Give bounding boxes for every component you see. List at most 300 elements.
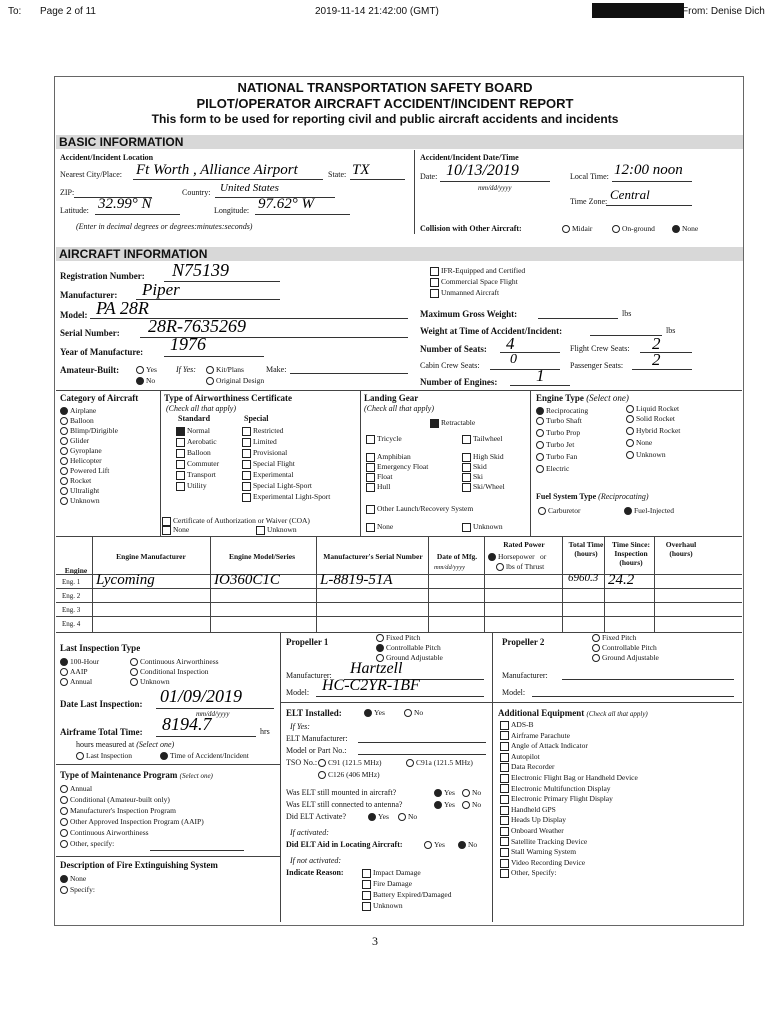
radio-filled-icon bbox=[60, 875, 68, 883]
insp-annual[interactable]: Annual bbox=[60, 677, 92, 686]
radio-filled-icon bbox=[672, 225, 680, 233]
radio-filled-icon bbox=[434, 801, 442, 809]
elt-yes[interactable]: Yes bbox=[364, 708, 385, 717]
engine-insp-value[interactable]: 24.2 bbox=[608, 572, 635, 588]
special-option[interactable] bbox=[242, 437, 277, 447]
radio-icon bbox=[60, 477, 68, 485]
radio-icon bbox=[60, 818, 68, 826]
equipment-option[interactable] bbox=[500, 731, 570, 741]
amateur-kit[interactable]: Kit/Plans bbox=[206, 365, 244, 374]
checkbox-icon bbox=[500, 816, 509, 825]
special-option[interactable] bbox=[242, 481, 312, 491]
engine-col-divider bbox=[428, 536, 429, 632]
equipment-option-label: Other, Specify: bbox=[511, 868, 557, 878]
equipment-option[interactable] bbox=[500, 720, 534, 730]
elt-tso-label: TSO No.: bbox=[286, 758, 318, 767]
checkbox-icon bbox=[366, 473, 375, 482]
maintenance-option-label: Continuous Airworthiness bbox=[70, 828, 149, 837]
model-label: Model: bbox=[60, 310, 88, 320]
engine-col-divider bbox=[316, 536, 317, 632]
checkbox-icon bbox=[462, 523, 471, 532]
gear-option-label: None bbox=[377, 522, 394, 531]
checkbox-icon bbox=[242, 449, 251, 458]
gear-option[interactable] bbox=[462, 452, 504, 462]
engine-type-option[interactable] bbox=[626, 404, 679, 413]
form-title-3: This form to be used for reporting civil and public aircraft accidents and incidents bbox=[151, 112, 619, 126]
registration-label: Registration Number: bbox=[60, 271, 145, 281]
engine-type-option[interactable] bbox=[626, 426, 680, 435]
country-value[interactable]: United States bbox=[220, 182, 279, 194]
checkbox-icon bbox=[500, 795, 509, 804]
engine-table-header: Date of Mfg. bbox=[436, 552, 478, 561]
seats-value[interactable]: 4 bbox=[506, 334, 515, 353]
prop1-fixed[interactable]: Fixed Pitch bbox=[376, 633, 420, 642]
state-value[interactable]: TX bbox=[352, 162, 370, 178]
fax-page: Page 2 of 11 bbox=[40, 6, 96, 17]
registration-line bbox=[164, 281, 280, 282]
model-line bbox=[90, 318, 408, 319]
airframe-hrs: hrs bbox=[260, 727, 270, 736]
insp-conditional[interactable]: Conditional Inspection bbox=[130, 667, 209, 676]
checkbox-icon bbox=[500, 753, 509, 762]
last-insp-date-value[interactable]: 01/09/2019 bbox=[160, 686, 243, 706]
engine-mfr-value[interactable]: Lycoming bbox=[96, 572, 155, 588]
fuel-title: Fuel System Type (Reciprocating) bbox=[536, 492, 649, 501]
passenger-line bbox=[632, 369, 692, 370]
date-label: Date: bbox=[420, 172, 438, 181]
special-option-label: Special Light-Sport bbox=[253, 481, 312, 490]
equipment-option[interactable] bbox=[500, 773, 638, 783]
engine-type-option[interactable] bbox=[536, 428, 580, 437]
engine-type-option[interactable] bbox=[536, 464, 569, 473]
category-option-label: Airplane bbox=[70, 406, 97, 415]
seats-line bbox=[500, 352, 560, 353]
prop1-mfr-value[interactable]: Hartzell bbox=[350, 660, 403, 677]
checkbox-icon bbox=[462, 473, 471, 482]
checkbox-icon bbox=[242, 482, 251, 491]
radio-icon bbox=[626, 415, 634, 423]
passenger-value[interactable]: 2 bbox=[652, 350, 661, 369]
fuel-injected[interactable]: Fuel-Injected bbox=[624, 506, 674, 515]
equipment-option[interactable] bbox=[500, 752, 540, 762]
gear-option[interactable] bbox=[366, 504, 473, 514]
insp-100-hour[interactable]: 100-Hour bbox=[60, 657, 99, 666]
fire-none[interactable]: None bbox=[60, 874, 86, 883]
category-option-label: Powered Lift bbox=[70, 466, 110, 475]
elt-locating-yes[interactable]: Yes bbox=[424, 840, 445, 849]
gear-option[interactable] bbox=[366, 472, 392, 482]
radio-filled-icon bbox=[60, 658, 68, 666]
basic-divider bbox=[414, 150, 415, 234]
date-format: mm/dd/yyyy bbox=[478, 184, 512, 192]
checkbox-icon bbox=[366, 523, 375, 532]
engine-col-divider bbox=[484, 536, 485, 632]
category-option[interactable] bbox=[60, 456, 102, 465]
maintenance-option-label: Other Approved Inspection Program (AAIP) bbox=[70, 817, 204, 826]
timezone-line bbox=[606, 205, 692, 206]
elt-locating-no[interactable]: No bbox=[458, 840, 477, 849]
airframe-value[interactable]: 8194.7 bbox=[162, 714, 212, 734]
timezone-label: Time Zone: bbox=[570, 197, 608, 206]
gear-option[interactable] bbox=[462, 522, 503, 532]
local-time-label: Local Time: bbox=[570, 172, 609, 181]
amateur-original[interactable]: Original Design bbox=[206, 376, 264, 385]
year-value[interactable]: 1976 bbox=[170, 334, 206, 354]
elt-connected-yes[interactable]: Yes bbox=[434, 800, 455, 809]
checkbox-icon bbox=[366, 435, 375, 444]
engine-type-option-label: Turbo Shaft bbox=[546, 416, 582, 425]
category-option[interactable] bbox=[60, 496, 100, 505]
checkbox-icon bbox=[362, 880, 371, 889]
fire-specify[interactable]: Specify: bbox=[60, 885, 95, 894]
radio-icon bbox=[60, 829, 68, 837]
prop2-mfr-label: Manufacturer: bbox=[502, 671, 548, 680]
gear-option[interactable] bbox=[366, 462, 428, 472]
engine-type-option-label: None bbox=[636, 438, 653, 447]
equipment-option-label: Electronic Primary Flight Display bbox=[511, 794, 613, 804]
standard-option[interactable] bbox=[176, 426, 210, 436]
radio-icon bbox=[60, 417, 68, 425]
engine-table-header: Manufacturer's Serial Number bbox=[323, 552, 423, 561]
timezone-value[interactable]: Central bbox=[610, 187, 650, 202]
category-title: Category of Aircraft bbox=[60, 393, 139, 403]
amateur-no[interactable]: No bbox=[136, 376, 155, 385]
gear-option-label: Amphibian bbox=[377, 452, 411, 461]
equipment-option[interactable] bbox=[500, 868, 557, 878]
radio-icon bbox=[626, 427, 634, 435]
engine-type-option[interactable] bbox=[626, 450, 666, 459]
engine-type-option-label: Hybrid Rocket bbox=[636, 426, 681, 435]
city-value[interactable]: Ft Worth , Alliance Airport bbox=[136, 162, 298, 178]
gear-option[interactable] bbox=[462, 482, 505, 492]
radio-filled-icon bbox=[434, 789, 442, 797]
local-time-value[interactable]: 12:00 noon bbox=[614, 162, 683, 178]
radio-icon bbox=[592, 654, 600, 662]
date-value[interactable]: 10/13/2019 bbox=[446, 162, 519, 179]
fire-title: Description of Fire Extinguishing System bbox=[60, 860, 218, 870]
gear-option-label: Tricycle bbox=[377, 434, 402, 443]
coordinate-note: (Enter in decimal degrees or degrees:minutes:seconds) bbox=[76, 222, 253, 231]
equipment-option[interactable] bbox=[500, 837, 587, 847]
prop2-ground[interactable]: Ground Adjustable bbox=[592, 653, 659, 662]
category-option[interactable] bbox=[60, 446, 102, 455]
checkbox-icon bbox=[242, 493, 251, 502]
checkbox-icon bbox=[176, 482, 185, 491]
standard-option-label: Normal bbox=[187, 426, 210, 435]
category-option[interactable] bbox=[60, 466, 109, 475]
equipment-option[interactable] bbox=[500, 794, 613, 804]
engine-type-option-label: Electric bbox=[546, 464, 570, 473]
passenger-label: Passenger Seats: bbox=[570, 361, 624, 370]
ifr-checkbox[interactable]: IFR-Equipped and Certified bbox=[430, 266, 525, 276]
maintenance-option[interactable] bbox=[60, 828, 149, 837]
radio-icon bbox=[60, 796, 68, 804]
equipment-option-label: Satellite Tracking Device bbox=[511, 836, 588, 846]
section-basic-info: BASIC INFORMATION bbox=[56, 135, 743, 149]
special-option[interactable] bbox=[242, 426, 283, 436]
gear-option[interactable] bbox=[462, 462, 487, 472]
last-insp-date-format: mm/dd/yyyy bbox=[196, 710, 230, 718]
gear-option-label: Other Launch/Recovery System bbox=[377, 504, 474, 513]
radio-icon bbox=[626, 439, 634, 447]
engine-row-rule bbox=[56, 602, 742, 603]
flight-crew-line bbox=[640, 352, 692, 353]
checkbox-icon bbox=[500, 859, 509, 868]
state-line bbox=[350, 179, 405, 180]
weight-label: Weight at Time of Accident/Incident: bbox=[420, 326, 563, 336]
standard-option[interactable] bbox=[176, 470, 216, 480]
maintenance-option-label: Other, specify: bbox=[70, 839, 115, 848]
equipment-option[interactable] bbox=[500, 847, 576, 857]
elt-mounted-yes[interactable]: Yes bbox=[434, 788, 455, 797]
amateur-label: Amateur-Built: bbox=[60, 365, 120, 375]
category-option[interactable] bbox=[60, 406, 96, 415]
radio-icon bbox=[462, 789, 470, 797]
rated-power-label: lbs of Thrust bbox=[506, 562, 545, 571]
grid-div-3 bbox=[530, 390, 531, 536]
checkbox-icon bbox=[500, 806, 509, 815]
maintenance-option-label: Annual bbox=[70, 784, 93, 793]
serial-label: Serial Number: bbox=[60, 328, 120, 338]
measured-time-accident[interactable]: Time of Accident/Incident bbox=[160, 751, 249, 760]
coa-checkbox[interactable]: Certificate of Authorization or Waiver (COA) bbox=[162, 516, 310, 526]
fax-from: From: Denise Dich bbox=[682, 6, 765, 17]
longitude-line bbox=[255, 214, 350, 215]
tso-c126[interactable]: C126 (406 MHz) bbox=[318, 770, 380, 779]
standard-option[interactable] bbox=[176, 437, 217, 447]
maintenance-option[interactable] bbox=[60, 839, 114, 848]
engine-model-value[interactable]: IO360C1C bbox=[214, 572, 280, 588]
insp-aaip[interactable]: AAIP bbox=[60, 667, 88, 676]
space-checkbox[interactable]: Commercial Space Flight bbox=[430, 277, 518, 287]
elt-activate-no[interactable]: No bbox=[398, 812, 417, 821]
gear-option-label: High Skid bbox=[473, 452, 504, 461]
checkbox-icon bbox=[366, 453, 375, 462]
year-line bbox=[164, 356, 264, 357]
gear-option[interactable] bbox=[366, 482, 390, 492]
checkbox-icon bbox=[500, 784, 509, 793]
checkbox-icon bbox=[362, 902, 371, 911]
engines-label: Number of Engines: bbox=[420, 377, 498, 387]
insp-continuous[interactable]: Continuous Airworthiness bbox=[130, 657, 219, 666]
redaction-block bbox=[592, 3, 684, 18]
elt-rule bbox=[280, 702, 742, 703]
checkbox-icon bbox=[462, 463, 471, 472]
gear-option[interactable] bbox=[430, 418, 475, 428]
cabin-crew-value[interactable]: 0 bbox=[510, 352, 517, 367]
amateur-yes[interactable]: Yes bbox=[136, 365, 157, 374]
special-label: Special bbox=[244, 414, 269, 423]
unmanned-checkbox[interactable]: Unmanned Aircraft bbox=[430, 288, 499, 298]
fuel-carburetor[interactable]: Carburetor bbox=[538, 506, 581, 515]
engine-type-option[interactable] bbox=[536, 406, 588, 415]
equipment-option[interactable] bbox=[500, 784, 611, 794]
equipment-option[interactable] bbox=[500, 858, 585, 868]
standard-option-label: Transport bbox=[187, 470, 216, 479]
checkbox-icon bbox=[242, 438, 251, 447]
serial-value[interactable]: 28R-7635269 bbox=[148, 316, 246, 336]
checkbox-icon bbox=[500, 742, 509, 751]
elt-no[interactable]: No bbox=[404, 708, 423, 717]
radio-icon bbox=[612, 225, 620, 233]
insp-unknown[interactable]: Unknown bbox=[130, 677, 170, 686]
category-option-label: Ultralight bbox=[70, 486, 100, 495]
engine-type-option[interactable] bbox=[536, 452, 577, 461]
gear-option[interactable] bbox=[366, 452, 411, 462]
maintenance-option[interactable] bbox=[60, 806, 176, 815]
engine-serial-value[interactable]: L-8819-51A bbox=[320, 572, 393, 588]
special-option-label: Experimental Light-Sport bbox=[253, 492, 331, 501]
make-label: Make: bbox=[266, 365, 287, 374]
special-option-label: Limited bbox=[253, 437, 277, 446]
latitude-value[interactable]: 32.99° N bbox=[98, 196, 152, 212]
collision-on-ground[interactable]: On-ground bbox=[612, 224, 655, 233]
radio-filled-icon bbox=[376, 644, 384, 652]
prop2-controllable[interactable]: Controllable Pitch bbox=[592, 643, 657, 652]
maintenance-option[interactable] bbox=[60, 795, 170, 804]
maint-other-line bbox=[150, 850, 244, 851]
engine-type-option[interactable] bbox=[536, 416, 582, 425]
engine-type-option-label: Solid Rocket bbox=[636, 414, 675, 423]
reason-option[interactable] bbox=[362, 890, 452, 900]
collision-none[interactable]: None bbox=[672, 224, 698, 233]
cabin-crew-line bbox=[490, 369, 560, 370]
registration-value[interactable]: N75139 bbox=[172, 260, 230, 280]
latitude-label: Latitude: bbox=[60, 206, 89, 215]
standard-option-label: Utility bbox=[187, 481, 207, 490]
reason-option-label: Fire Damage bbox=[373, 879, 412, 888]
checkbox-icon bbox=[366, 463, 375, 472]
engine-row-label: Eng. 4 bbox=[62, 620, 81, 628]
gear-option-label: Unknown bbox=[473, 522, 503, 531]
elt-mounted-no[interactable]: No bbox=[462, 788, 481, 797]
latitude-line bbox=[95, 214, 180, 215]
standard-option[interactable] bbox=[176, 448, 211, 458]
equipment-option[interactable] bbox=[500, 826, 564, 836]
propeller-1-label: Propeller 1 bbox=[286, 637, 329, 647]
standard-option[interactable] bbox=[176, 481, 207, 491]
special-option[interactable] bbox=[242, 448, 287, 458]
equipment-option[interactable] bbox=[500, 805, 556, 815]
category-option[interactable] bbox=[60, 416, 94, 425]
special-option[interactable] bbox=[242, 459, 295, 469]
engine-table-header: Rated Power bbox=[503, 540, 545, 549]
prop1-mfr-label: Manufacturer: bbox=[286, 671, 332, 680]
engine-row-rule bbox=[56, 574, 742, 575]
make-line bbox=[290, 373, 408, 374]
equipment-option-label: Electronic Flight Bag or Handheld Device bbox=[511, 773, 638, 782]
checkbox-icon bbox=[242, 471, 251, 480]
elt-locating-label: Did ELT Aid in Locating Aircraft: bbox=[286, 840, 403, 849]
rated-power-option[interactable] bbox=[488, 552, 535, 561]
tso-c91a[interactable]: C91a (121.5 MHz) bbox=[406, 758, 473, 767]
gear-option[interactable] bbox=[462, 434, 502, 444]
prop1-ground[interactable]: Ground Adjustable bbox=[376, 653, 443, 662]
standard-option[interactable] bbox=[176, 459, 219, 469]
checkbox-icon bbox=[176, 471, 185, 480]
prop1-model-value[interactable]: HC-C2YR-1BF bbox=[322, 677, 420, 694]
city-label: Nearest City/Place: bbox=[60, 170, 122, 179]
propeller-2-label: Propeller 2 bbox=[502, 637, 545, 647]
equipment-option[interactable] bbox=[500, 741, 588, 751]
maintenance-option-label: Conditional (Amateur-built only) bbox=[70, 795, 170, 804]
manufacturer-value[interactable]: Piper bbox=[142, 280, 180, 299]
equipment-option[interactable] bbox=[500, 762, 555, 772]
weight-lbs: lbs bbox=[666, 326, 676, 335]
radio-icon bbox=[130, 658, 138, 666]
maintenance-option[interactable] bbox=[60, 784, 92, 793]
engine-type-option[interactable] bbox=[536, 440, 574, 449]
gear-title: Landing Gear bbox=[364, 393, 419, 403]
prop1-controllable[interactable]: Controllable Pitch bbox=[376, 643, 441, 652]
coa-none[interactable]: None bbox=[162, 525, 189, 535]
flight-crew-value[interactable]: 2 bbox=[652, 334, 661, 353]
engines-value[interactable]: 1 bbox=[536, 366, 545, 385]
collision-midair[interactable]: Midair bbox=[562, 224, 592, 233]
gear-option-label: Ski bbox=[473, 472, 484, 481]
engine-total-value[interactable]: 6960.3 bbox=[568, 572, 599, 584]
radio-icon bbox=[60, 457, 68, 465]
checkbox-checked-icon bbox=[430, 419, 439, 428]
reason-option[interactable] bbox=[362, 901, 403, 911]
coa-unknown[interactable]: Unknown bbox=[256, 525, 297, 535]
measured-last-insp[interactable]: Last Inspection bbox=[76, 751, 132, 760]
category-option[interactable] bbox=[60, 436, 89, 445]
equipment-option[interactable] bbox=[500, 815, 566, 825]
checkbox-icon bbox=[242, 427, 251, 436]
category-option[interactable] bbox=[60, 426, 118, 435]
standard-label: Standard bbox=[178, 414, 211, 423]
tso-c91[interactable]: C91 (121.5 MHz) bbox=[318, 758, 382, 767]
longitude-value[interactable]: 97.62° W bbox=[258, 196, 314, 212]
engine-type-option-label: Unknown bbox=[636, 450, 666, 459]
engine-type-option[interactable] bbox=[626, 414, 675, 423]
mgw-line bbox=[538, 318, 618, 319]
rated-power-label: Horsepower bbox=[498, 552, 535, 561]
gear-option[interactable] bbox=[366, 522, 393, 532]
special-option[interactable] bbox=[242, 470, 293, 480]
checkbox-icon bbox=[176, 460, 185, 469]
engine-type-option[interactable] bbox=[626, 438, 652, 447]
cabin-crew-label: Cabin Crew Seats: bbox=[420, 361, 480, 370]
reason-option[interactable] bbox=[362, 868, 421, 878]
gear-option-label: Float bbox=[377, 472, 393, 481]
engine-type-option-label: Reciprocating bbox=[546, 406, 589, 415]
radio-icon bbox=[76, 752, 84, 760]
longitude-label: Longitude: bbox=[214, 206, 250, 215]
category-option[interactable] bbox=[60, 486, 99, 495]
gear-option[interactable] bbox=[366, 434, 402, 444]
reason-option[interactable] bbox=[362, 879, 412, 889]
radio-icon bbox=[60, 437, 68, 445]
model-value[interactable]: PA 28R bbox=[96, 298, 149, 318]
radio-icon bbox=[424, 841, 432, 849]
special-option[interactable] bbox=[242, 492, 330, 502]
elt-connected-no[interactable]: No bbox=[462, 800, 481, 809]
maintenance-option[interactable] bbox=[60, 817, 204, 826]
gear-option-label: Emergency Float bbox=[377, 462, 429, 471]
engine-table-header: Overhaul (hours) bbox=[665, 540, 697, 558]
elt-activate-yes[interactable]: Yes bbox=[368, 812, 389, 821]
fax-to: To: bbox=[8, 6, 22, 17]
gear-option[interactable] bbox=[462, 472, 483, 482]
radio-icon bbox=[592, 644, 600, 652]
prop2-fixed[interactable]: Fixed Pitch bbox=[592, 633, 636, 642]
category-option[interactable] bbox=[60, 476, 91, 485]
rated-power-option[interactable] bbox=[496, 562, 544, 571]
radio-filled-icon bbox=[160, 752, 168, 760]
checkbox-icon bbox=[256, 526, 265, 535]
